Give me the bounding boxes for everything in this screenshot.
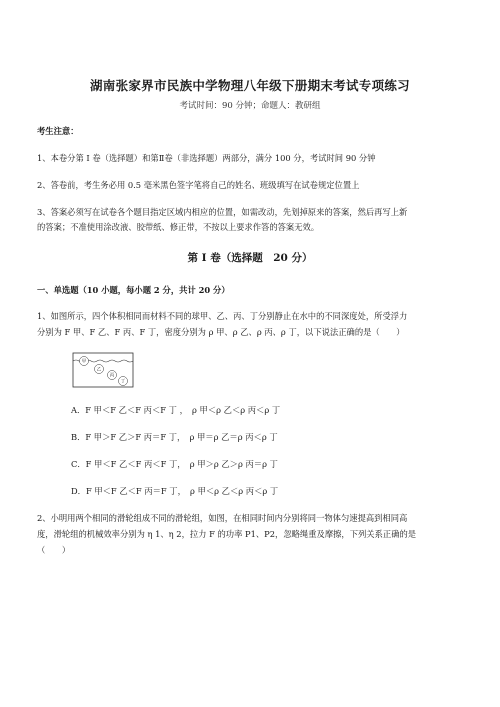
- notes-heading: 考生注意：: [37, 126, 79, 136]
- note-item-3-cont: 的答案；不准使用涂改液、胶带纸、修正带，不按以上要求作答的答案无效。: [37, 222, 320, 232]
- question-1-option-c[interactable]: C．F 甲＜F 乙＜F 丙＜F 丁， ρ 甲＞ρ 乙＞ρ 丙＝ρ 丁: [71, 459, 278, 469]
- ball-label-yi: 乙: [96, 367, 102, 373]
- question-2-line-2: 度，滑轮组的机械效率分别为 η 1、η 2，拉力 F 的功率 P1、P2，忽略绳重及摩擦，下列关系正确的是: [37, 529, 417, 539]
- question-1-line-1: 1、如图所示，四个体积相同而材料不同的球甲、乙、丙、丁分别静止在水中的不同深度处，所受浮力: [37, 311, 408, 321]
- note-item-1: 1、本卷分第 I 卷（选择题）和第Ⅱ卷（非选择题）两部分，满分 100 分，考试时间 90 分钟: [37, 153, 376, 163]
- section-title: 第 I 卷（选择题 20 分）: [187, 252, 313, 264]
- question-2-line-3: （ ）: [37, 545, 71, 555]
- ball-label-jia: 甲: [81, 359, 87, 365]
- section-subtitle: 一、单选题（10 小题，每小题 2 分，共计 20 分）: [37, 285, 230, 295]
- question-2-line-1: 2、小明用两个相同的滑轮组成不同的滑轮组，如图，在相同时间内分别将同一物体匀速提高到相同高: [37, 513, 408, 523]
- ball-label-bing: 丙: [109, 373, 115, 379]
- ball-label-ding: 丁: [120, 379, 126, 385]
- question-1-option-b[interactable]: B．F 甲＞F 乙＞F 丙＝F 丁， ρ 甲＝ρ 乙＝ρ 丙＜ρ 丁: [71, 432, 278, 442]
- note-item-3: 3、答案必须写在试卷各个题目指定区域内相应的位置，如需改动，先划掉原来的答案，然后再写上新: [37, 207, 408, 217]
- question-1-figure: [72, 352, 134, 388]
- note-item-2: 2、答卷前，考生务必用 0.5 毫米黑色签字笔将自己的姓名、班级填写在试卷规定位置上: [37, 180, 360, 190]
- exam-meta: 考试时间：90 分钟；命题人：教研组: [179, 101, 321, 111]
- question-1-line-2: 分别为 F 甲、F 乙、F 丙、F 丁，密度分别为 ρ 甲、ρ 乙、ρ 丙、ρ 丁，以下说法正确的是（ ）: [37, 327, 405, 337]
- question-1-option-d[interactable]: D．F 甲＜F 乙＜F 丙＝F 丁， ρ 甲＜ρ 乙＜ρ 丙＜ρ 丁: [71, 486, 279, 496]
- page-title: 湖南张家界市民族中学物理八年级下册期末考试专项练习: [89, 78, 410, 93]
- question-1-option-a[interactable]: A．F 甲＜F 乙＜F 丙＜F 丁 ， ρ 甲＜ρ 乙＜ρ 丙＜ρ 丁: [71, 405, 281, 415]
